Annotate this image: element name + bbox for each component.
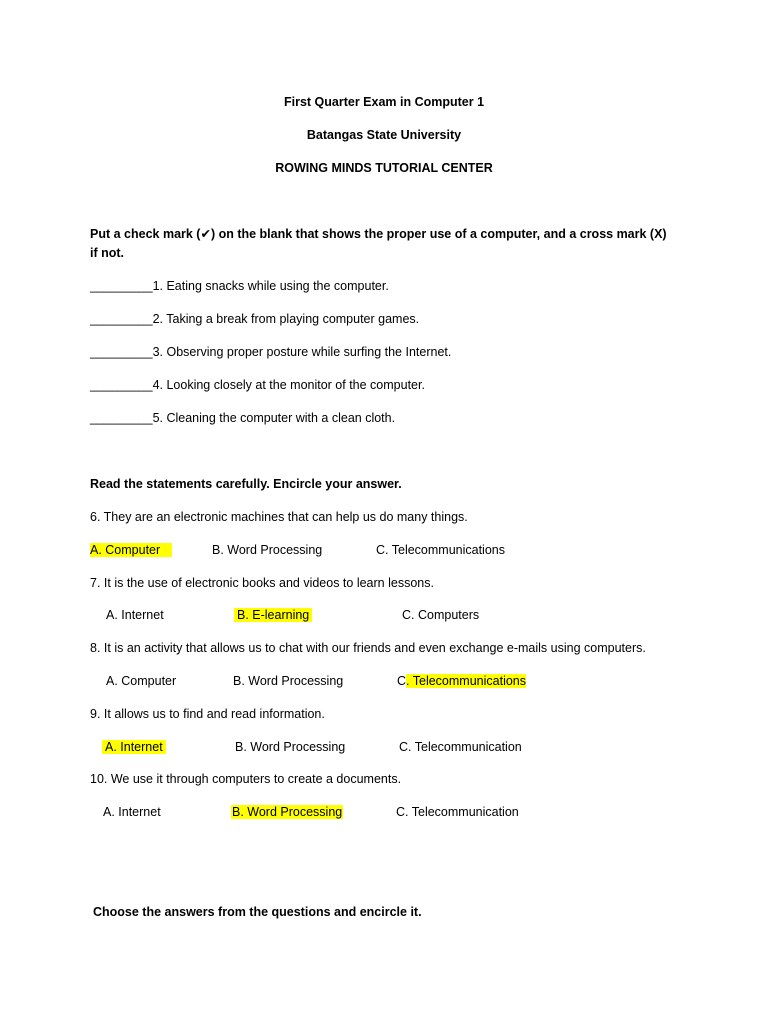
question-7-choice-c: C. Computers: [402, 608, 480, 622]
part3-instruction: Choose the answers from the questions and encircle it.: [93, 905, 422, 919]
question-9-stem: 9. It allows us to find and read information.: [90, 707, 325, 721]
question-9-choice-c: C. Telecommunication: [399, 740, 522, 754]
part2-instruction: Read the statements carefully. Encircle your answer.: [90, 477, 402, 491]
choice-letter: C: [397, 674, 407, 688]
part1-item-1: _________1. Eating snacks while using the computer.: [90, 279, 389, 293]
answer-highlight: . Telecommunications: [406, 674, 526, 688]
part1-item-3: _________3. Observing proper posture while surfing the Internet.: [90, 345, 452, 359]
question-8-stem: 8. It is an activity that allows us to chat with our friends and even exchange e-mails using computers.: [90, 641, 646, 655]
question-6-choice-b: B. Word Processing: [212, 543, 323, 557]
question-10-stem: 10. We use it through computers to create a documents.: [90, 772, 402, 786]
question-7-choice-b: [234, 607, 312, 623]
question-10-choice-b: [231, 804, 343, 820]
question-10-choice-c: C. Telecommunication: [396, 805, 519, 819]
part1-item-5: _________5. Cleaning the computer with a clean cloth.: [90, 411, 396, 425]
tutorial-center-name: ROWING MINDS TUTORIAL CENTER: [275, 161, 493, 175]
question-6-stem: 6. They are an electronic machines that can help us do many things.: [90, 510, 468, 524]
part1-item-4: _________4. Looking closely at the monitor of the computer.: [90, 378, 425, 392]
part1-instruction: Put a check mark (✔) on the blank that shows the proper use of a computer, and a cross mark (X) if not.: [90, 227, 667, 260]
question-6-choice-a: [90, 542, 172, 558]
answer-highlight: B. E-learning: [234, 608, 312, 622]
exam-title: First Quarter Exam in Computer 1: [283, 95, 485, 109]
question-10-choice-a: A. Internet: [103, 805, 161, 819]
question-9-choice-a: [102, 739, 166, 755]
question-8-choice-a: A. Computer: [106, 674, 177, 688]
answer-highlight: A. Internet: [102, 740, 166, 754]
question-8-choice-c: [397, 673, 526, 689]
question-7-choice-a: A. Internet: [106, 608, 164, 622]
answer-highlight: B. Word Processing: [232, 805, 343, 819]
question-8-choice-b: B. Word Processing: [233, 674, 344, 688]
question-9-choice-b: B. Word Processing: [235, 740, 346, 754]
question-7-stem: 7. It is the use of electronic books and videos to learn lessons.: [90, 576, 434, 590]
answer-highlight: A. Computer: [90, 543, 172, 557]
part1-item-2: _________2. Taking a break from playing computer games.: [90, 312, 420, 326]
question-6-choice-c: C. Telecommunications: [376, 543, 505, 557]
school-name: Batangas State University: [306, 128, 462, 142]
